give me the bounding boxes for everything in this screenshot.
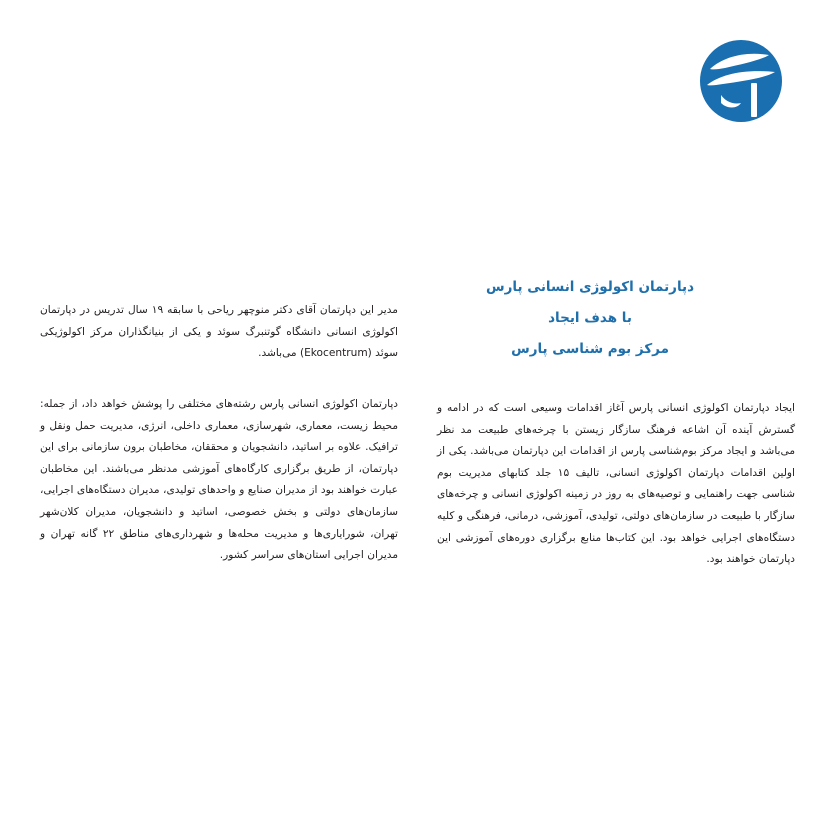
left-column-bottom — [40, 394, 398, 567]
heading-line-2: با هدف ایجاد — [548, 310, 632, 326]
section-heading — [430, 272, 750, 365]
publisher-logo-icon — [699, 39, 783, 123]
heading-line-1: دپارتمان اکولوژی انسانی پارس — [485, 279, 695, 295]
heading-line-3: مرکز بوم شناسی پارس — [511, 341, 669, 357]
left-column-top — [40, 300, 398, 365]
director-paragraph: مدیر این دپارتمان آقای دکتر منوچهر ریاحی با سابقه ۱۹ سال تدریس در دپارتمان اکولوژی انسانی دانشگاه گوتنبرگ سوئد و یکی از بنیانگذاران مرکز اکولوژیکی سوئد (Ekocentrum) می‌باشد. — [40, 304, 398, 360]
right-column — [437, 398, 795, 571]
audience-paragraph: دپارتمان اکولوژی انسانی پارس رشته‌های مختلفی را پوشش خواهد داد، از جمله: محیط زیست، معماری، شهرسازی، معماری داخلی، انرژی، مدیریت حمل ونقل و ترافیک. علاوه بر اساتید، دانشجویان و محققان، مخاطبان برون سازمانی برای این دپارتمان، از طریق برگزاری کارگاه‌های آموزشی مدنظر می‌باشند. این مخاطبان عبارت خواهند بود از مدیران صنایع و واحدهای تولیدی، مدیران دستگاه‌های اجرایی، سازمان‌های دولتی و بخش خصوصی، اساتید و دانشجویان، مدیران کلان‌شهر تهران، شورایاری‌ها و مدیریت محله‌ها و شهرداری‌های مناطق ۲۲ گانه تهران و مدیران اجرایی استان‌های سراسر کشور. — [40, 398, 398, 562]
intro-paragraph: ایجاد دپارتمان اکولوژی انسانی پارس آغاز اقدامات وسیعی است که در ادامه و گسترش آینده آن اشاعه فرهنگ سازگار زیستن با چرخه‌های طبیعت مد نظر می‌باشد و ایجاد مرکز بوم‌شناسی پارس از اقدامات این دپارتمان می‌باشد. یکی از اولین اقدامات دپارتمان اکولوژی انسانی، تالیف ۱۵ جلد کتابهای مدیریت بوم شناسی جهت راهنمایی و توصیه‌های به روز در زمینه اکولوژی انسانی و چرخه‌های سازگار با طبیعت در سازمان‌های دولتی، تولیدی، آموزشی، درمانی، فرهنگی و کلیه دستگاه‌های اجرایی خواهد بود. این کتاب‌ها منابع برگزاری دوره‌های آموزشی این دپارتمان خواهند بود. — [437, 402, 795, 566]
